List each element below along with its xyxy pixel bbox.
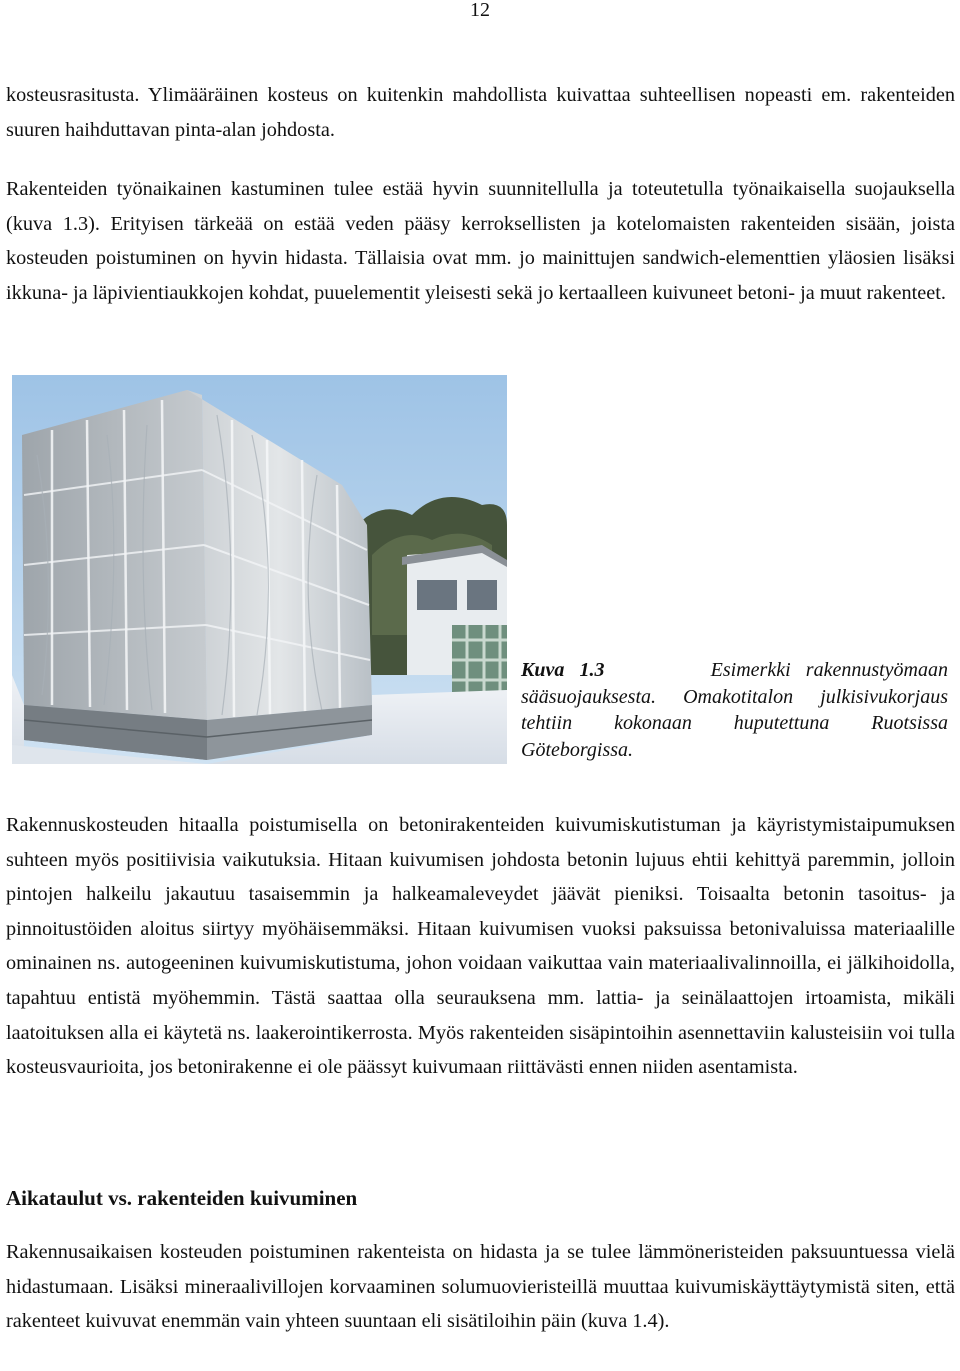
paragraph-weather-protection: Rakenteiden työnaikainen kastuminen tulee estää hyvin suunnitellulla ja toteutetulla työnaikaisella suojauksella (kuva 1.3). Erityisen tärkeää on estää veden pääsy kerroksellisten ja kotelomaisten rakenteiden sisään, joista kosteuden poistuminen on hyvin hidasta. Tällaisia ovat mm. jo mainittujen sandwich-elementtien yläosien lisäksi ikkuna- ja läpivientiaukkojen kohdat, puuelementit yleisesti sekä jo kertaalleen kuivuneet betoni- ja muut rakenteet. [6, 178, 955, 304]
paragraph-moisture-stress: kosteusrasitusta. Ylimääräinen kosteus on kuitenkin mahdollista kuivattaa suhteellisen nopeasti em. rakenteiden suuren haihduttavan pinta-alan johdosta. [6, 84, 955, 141]
figure-caption [521, 657, 948, 763]
paragraph-slow-drying-effects: Rakennuskosteuden hitaalla poistumisella on betonirakenteiden kuivumiskutistuman ja käyristymistaipumuksen suhteen myös positiivisia vaikutuksia. Hitaan kuivumisen johdosta betonin lujuus ehtii kehittyä paremmin, jolloin pintojen halkeilu jakautuu tasaisemmin ja halkeamaleveydet jäävät pieniksi. Toisaalta betonin tasoitus- ja pinnoitustöiden aloitus siirtyy myöhäisemmäksi. Hitaan kuivumisen vuoksi paksuissa betonivaluissa materiaalille ominainen ns. autogeeninen kuivumiskutistuma, johon voidaan vaikuttaa vain materiaalivalinnoilla, ei jälkihoidolla, tapahtuu entistä myöhemmin. Tästä saattaa olla seurauksena mm. lattia- ja seinälaattojen irtoamista, mikäli laatoituksen alla ei käytetä ns. laakerointikerrosta. Myös rakenteiden sisäpintoihin asennettaviin kalusteisiin voi tulla kosteusvaurioita, jos betonirakenne ei ole päässyt kuivumaan riittävästi ennen niiden asentamista. [6, 814, 955, 1079]
photo-tarp-covered-house [12, 375, 507, 764]
figure-label: Kuva 1.3 [521, 659, 605, 681]
section-heading: Aikataulut vs. rakenteiden kuivuminen [6, 1186, 358, 1210]
paragraph-construction-moisture: Rakennusaikaisen kosteuden poistuminen rakenteista on hidasta ja se tulee lämmöneristeiden paksuuntuessa vielä hidastumaan. Lisäksi mineraalivillojen korvaaminen solumuovieristeillä muuttaa kuivumiskäyttäytymistä siten, että rakenteet kuivuvat enemmän vain yhteen suuntaan eli sisätiloihin päin (kuva 1.4). [6, 1241, 955, 1333]
figure-weather-shelter-photo [12, 375, 507, 764]
figure-caption-text: Esimerkki rakennustyömaan sääsuojauksesta. Omakotitalon julkisivukorjaus tehtiin kokonaan huputettuna Ruotsissa Göteborgissa. [521, 659, 949, 761]
page-number: 12 [470, 0, 490, 21]
